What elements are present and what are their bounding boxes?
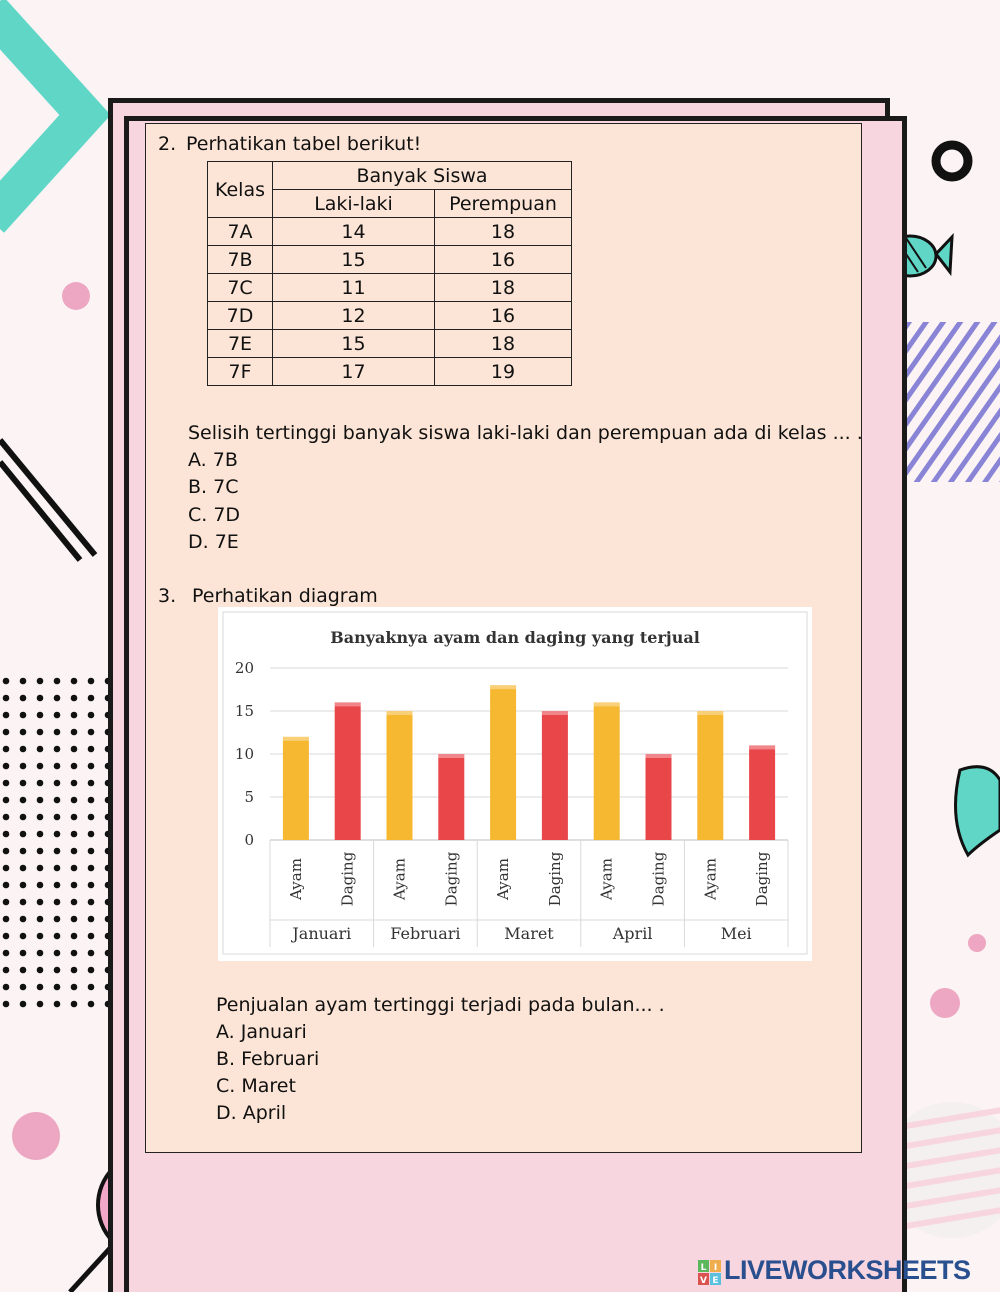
black-stripes-decoration	[0, 430, 108, 570]
chart-title: Banyaknya ayam dan daging yang terjual	[330, 628, 700, 647]
bar-daging	[646, 754, 672, 840]
cell-perempuan: 18	[435, 218, 572, 246]
pink-dot-decoration	[930, 988, 960, 1018]
bar-ayam	[697, 711, 723, 840]
series-label: Daging	[442, 851, 461, 907]
purple-stripes-decoration	[906, 322, 1000, 482]
cell-laki: 15	[273, 330, 435, 358]
cell-laki: 12	[273, 302, 435, 330]
q3-number: 3.	[158, 585, 177, 607]
cell-kelas: 7A	[208, 218, 273, 246]
cell-kelas: 7E	[208, 330, 273, 358]
category-label: April	[612, 924, 653, 943]
table-row	[208, 218, 572, 246]
header-perempuan: Perempuan	[435, 190, 572, 218]
q3-question: Penjualan ayam tertinggi terjadi pada bulan... .	[216, 994, 665, 1016]
y-tick-label: 10	[234, 745, 254, 763]
category-label: Januari	[292, 924, 352, 943]
series-label: Ayam	[390, 858, 409, 900]
q3-prompt: Perhatikan diagram	[192, 585, 378, 607]
cell-kelas: 7B	[208, 246, 273, 274]
cell-perempuan: 16	[435, 246, 572, 274]
q2-number: 2.	[158, 133, 177, 155]
y-tick-label: 5	[244, 788, 254, 806]
cell-laki: 14	[273, 218, 435, 246]
q3-option-a[interactable]: A. Januari	[216, 1021, 307, 1043]
bar-daging	[542, 711, 568, 840]
q2-option-a[interactable]: A. 7B	[188, 449, 238, 471]
category-label: Mei	[720, 924, 752, 943]
bar-highlight	[335, 702, 361, 706]
series-label: Daging	[753, 851, 772, 907]
logo-letter: L	[700, 1263, 707, 1273]
q2-option-d[interactable]: D. 7E	[188, 531, 239, 553]
bar-highlight	[697, 711, 723, 715]
header-kelas: Kelas	[208, 162, 273, 218]
q3-option-c[interactable]: C. Maret	[216, 1075, 296, 1097]
liveworksheets-logo-icon	[698, 1260, 722, 1286]
bar-daging	[335, 702, 361, 840]
polka-dot-decoration	[0, 675, 108, 1010]
q2-option-c[interactable]: C. 7D	[188, 504, 241, 526]
q2-question: Selisih tertinggi banyak siswa laki-laki dan perempuan ada di kelas ... .	[188, 422, 863, 444]
cell-laki: 17	[273, 358, 435, 386]
pink-dot-decoration	[12, 1112, 60, 1160]
chart-svg	[218, 607, 812, 961]
q2-option-b[interactable]: B. 7C	[188, 476, 239, 498]
bar-highlight	[283, 737, 309, 741]
bar-daging	[438, 754, 464, 840]
table-row	[208, 302, 572, 330]
bar-highlight	[594, 702, 620, 706]
y-tick-label: 20	[234, 659, 254, 677]
bar-highlight	[542, 711, 568, 715]
y-tick-label: 0	[244, 831, 254, 849]
bar-ayam	[283, 737, 309, 840]
cell-kelas: 7F	[208, 358, 273, 386]
bar-daging	[749, 745, 775, 840]
q2-prompt: Perhatikan tabel berikut!	[186, 133, 422, 155]
bar-ayam	[387, 711, 413, 840]
table-row	[208, 330, 572, 358]
pink-dot-decoration	[62, 282, 90, 310]
bar-highlight	[490, 685, 516, 689]
series-label: Ayam	[286, 858, 305, 900]
cell-kelas: 7D	[208, 302, 273, 330]
series-label: Ayam	[701, 858, 720, 900]
teal-chevron-decoration	[0, 0, 110, 240]
table-row	[208, 246, 572, 274]
series-label: Daging	[649, 851, 668, 907]
cell-perempuan: 16	[435, 302, 572, 330]
pink-dot-decoration	[968, 934, 986, 952]
liveworksheets-brand[interactable]: LIVEWORKSHEETS	[724, 1255, 971, 1285]
series-label: Ayam	[597, 858, 616, 900]
category-label: Februari	[390, 924, 461, 943]
y-tick-label: 15	[234, 702, 254, 720]
logo-letter: I	[713, 1263, 718, 1273]
q3-option-b[interactable]: B. Februari	[216, 1048, 320, 1070]
table-row	[208, 274, 572, 302]
series-label: Ayam	[494, 858, 513, 900]
bar-highlight	[387, 711, 413, 715]
letter-o-decoration	[928, 140, 978, 184]
bar-highlight	[749, 745, 775, 749]
bar-highlight	[438, 754, 464, 758]
teal-heart-decoration	[948, 760, 1000, 860]
bar-highlight	[646, 754, 672, 758]
cell-kelas: 7C	[208, 274, 273, 302]
student-table	[207, 161, 572, 386]
bar-ayam	[490, 685, 516, 840]
table-row	[208, 358, 572, 386]
series-label: Daging	[338, 851, 357, 907]
q3-option-d[interactable]: D. April	[216, 1102, 287, 1124]
category-label: Maret	[504, 924, 554, 943]
cell-laki: 15	[273, 246, 435, 274]
series-label: Daging	[545, 851, 564, 907]
bar-ayam	[594, 702, 620, 840]
cell-laki: 11	[273, 274, 435, 302]
cell-perempuan: 18	[435, 330, 572, 358]
header-banyak-siswa: Banyak Siswa	[273, 162, 572, 190]
logo-letter: E	[712, 1276, 719, 1286]
cell-perempuan: 18	[435, 274, 572, 302]
logo-letter: V	[700, 1276, 707, 1286]
header-laki-laki: Laki-laki	[273, 190, 435, 218]
cell-perempuan: 19	[435, 358, 572, 386]
bar-chart	[218, 607, 812, 961]
